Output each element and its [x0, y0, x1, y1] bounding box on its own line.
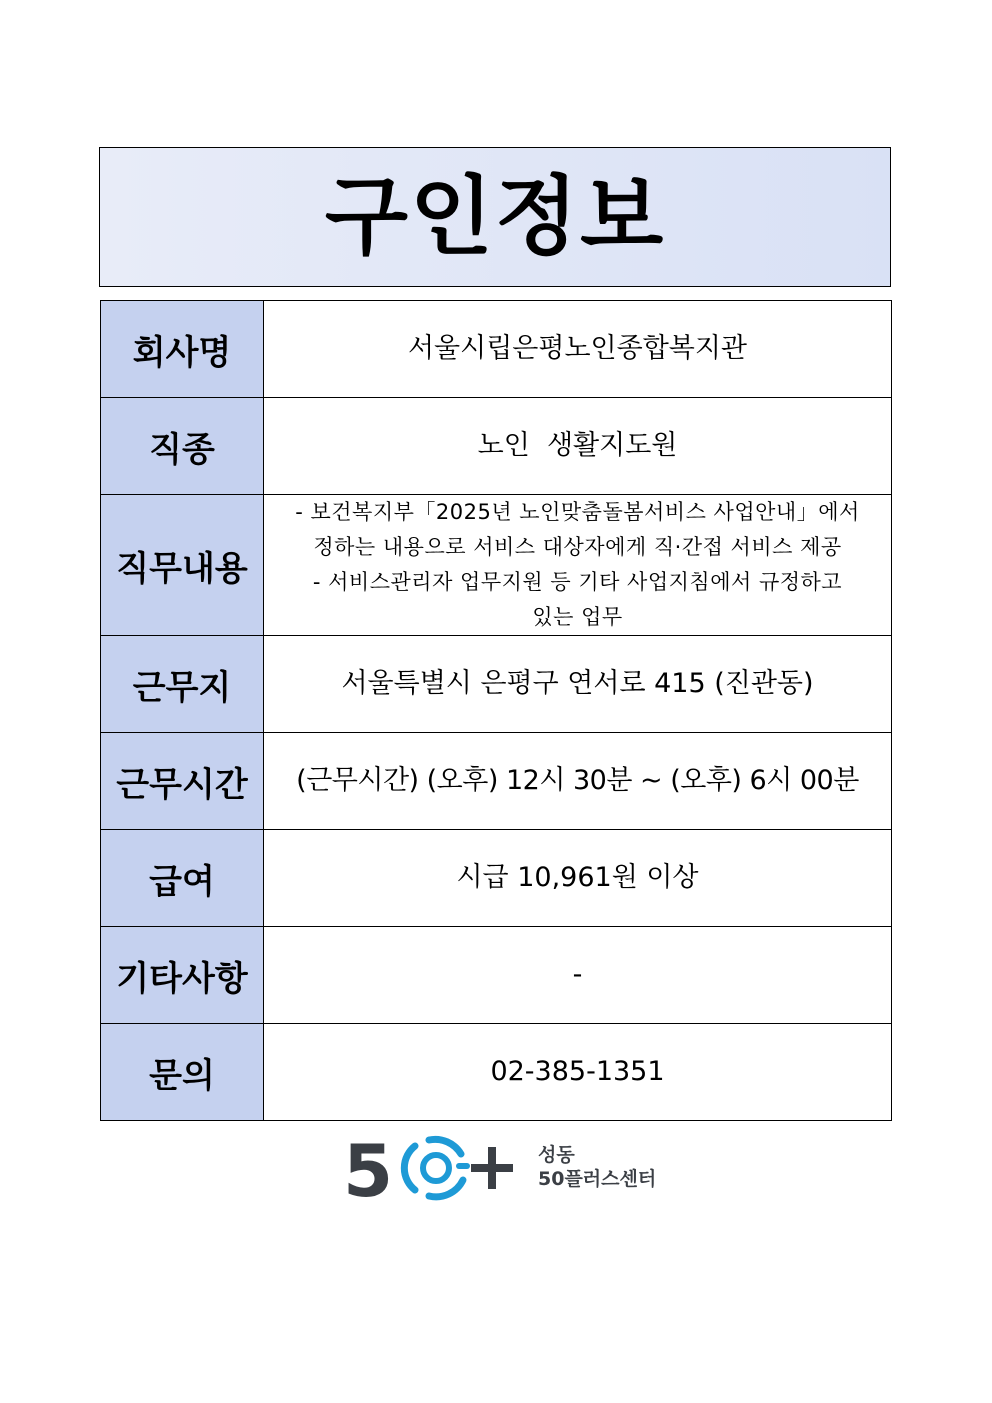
logo-text-line1: 성동	[538, 1144, 575, 1167]
table-row-salary	[101, 830, 892, 927]
workplace-label: 근무지	[101, 636, 264, 733]
duty-line: 있는 업무	[532, 605, 623, 629]
job-info-table	[100, 300, 892, 1121]
salary-value: 시급 10,961원 이상	[264, 830, 892, 927]
table-row-other	[101, 927, 892, 1024]
duties-value	[264, 495, 892, 636]
table-row-workplace	[101, 636, 892, 733]
company-label: 회사명	[101, 301, 264, 398]
table-row-company	[101, 301, 892, 398]
seongdong-50plus-logo	[343, 1132, 673, 1204]
logo-text-line2: 50플러스센터	[538, 1168, 657, 1190]
table-row-job-type	[101, 398, 892, 495]
table-row-contact	[101, 1024, 892, 1121]
table-row-hours	[101, 733, 892, 830]
workplace-value: 서울특별시 은평구 연서로 415 (진관동)	[264, 636, 892, 733]
job-type-value: 노인 생활지도원	[264, 398, 892, 495]
company-value: 서울시립은평노인종합복지관	[264, 301, 892, 398]
job-type-label: 직종	[101, 398, 264, 495]
duties-label: 직무내용	[101, 495, 264, 636]
logo-mark-icon	[343, 1132, 518, 1204]
contact-value: 02-385-1351	[264, 1024, 892, 1121]
logo-five: 5	[343, 1132, 394, 1204]
other-value: -	[264, 927, 892, 1024]
title-banner	[99, 147, 891, 287]
page-title: 구인정보	[324, 167, 666, 267]
logo-plus-icon	[471, 1147, 513, 1189]
logo-text	[538, 1144, 656, 1192]
other-label: 기타사항	[101, 927, 264, 1024]
salary-label: 급여	[101, 830, 264, 927]
logo-ring-icon	[404, 1139, 467, 1196]
hours-value: (근무시간) (오후) 12시 30분 ~ (오후) 6시 00분	[264, 733, 892, 830]
table-row-duties	[101, 495, 892, 636]
hours-label: 근무시간	[101, 733, 264, 830]
duty-line: 정하는 내용으로 서비스 대상자에게 직·간접 서비스 제공	[313, 535, 842, 559]
duty-line: - 보건복지부「2025년 노인맞춤돌봄서비스 사업안내」에서	[295, 500, 860, 524]
contact-label: 문의	[101, 1024, 264, 1121]
duty-line: - 서비스관리자 업무지원 등 기타 사업지침에서 규정하고	[312, 570, 843, 594]
